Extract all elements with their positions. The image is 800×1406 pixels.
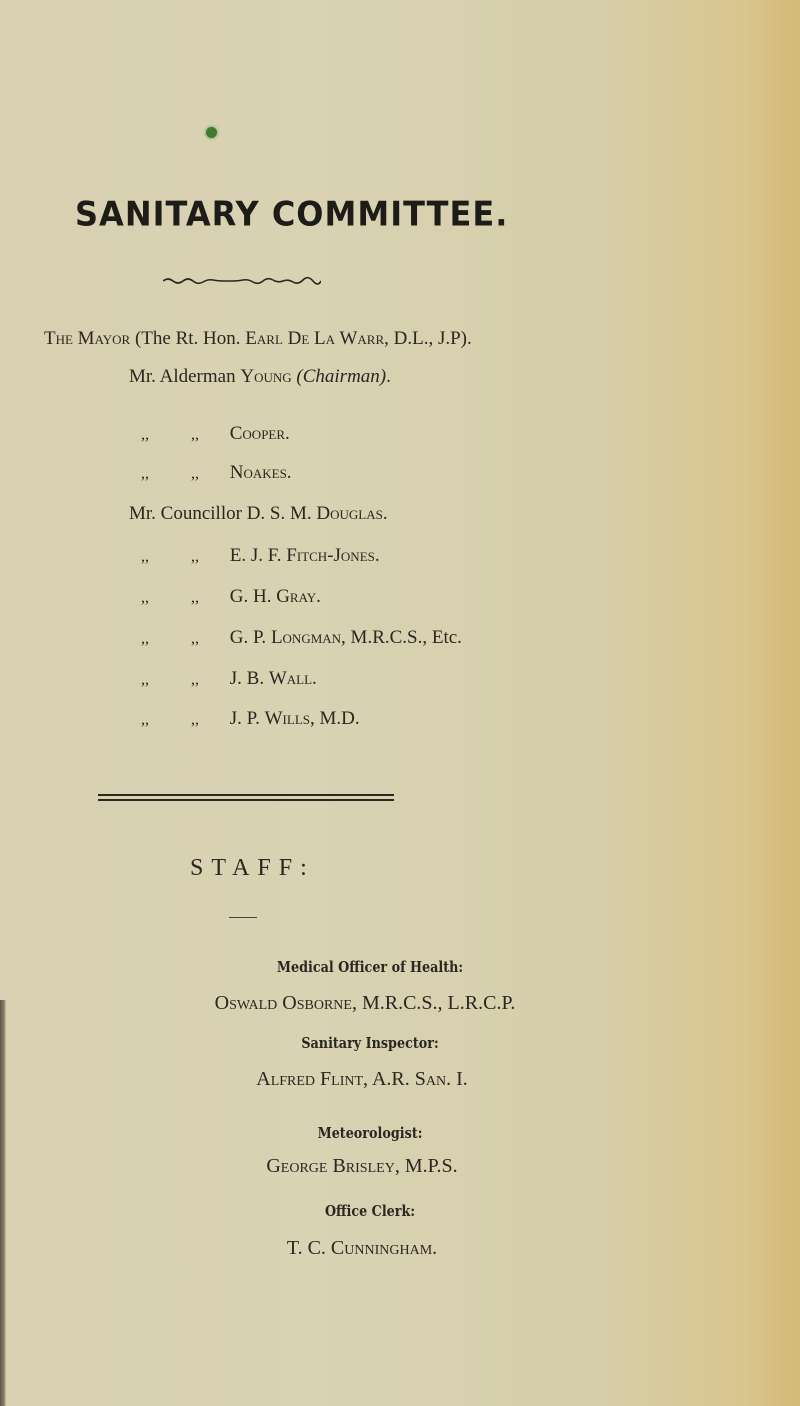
member-name: Fitch-Jones. (286, 545, 380, 566)
wavy-rule-ornament (163, 276, 321, 286)
member-name: Douglas. (316, 503, 388, 524)
member-noakes (141, 462, 292, 484)
page-title: SANITARY COMMITTEE. (75, 194, 509, 234)
ditto-mark: ,, (141, 465, 149, 482)
member-gray (141, 586, 321, 608)
book-spine-edge (0, 1000, 6, 1406)
ditto-mark: ,, (191, 630, 199, 647)
staff-role-medical-officer: Medical Officer of Health: (276, 958, 464, 976)
member-name: Young (240, 366, 292, 387)
member-name: Wills (264, 708, 310, 729)
member-douglas (129, 503, 388, 525)
member-prefix: The Mayor (44, 328, 131, 349)
member-initials: J. P. (229, 708, 260, 729)
member-name: Noakes. (229, 462, 292, 483)
green-ink-dot (206, 127, 217, 138)
ditto-mark: ,, (141, 711, 149, 728)
staff-name: Alfred Flint (256, 1068, 364, 1090)
member-cooper (141, 423, 290, 445)
short-rule-divider (229, 917, 257, 918)
member-name: Longman (270, 627, 342, 648)
staff-suffix: , A.R. San. I. (363, 1068, 468, 1090)
staff-role-office-clerk: Office Clerk: (324, 1202, 416, 1220)
member-suffix: , M.D. (309, 708, 360, 729)
member-mayor (44, 328, 472, 350)
ditto-mark: ,, (191, 426, 199, 443)
double-rule-divider (98, 794, 394, 802)
member-initials: G. H. (229, 586, 272, 607)
member-initials: E. J. F. (229, 545, 282, 566)
staff-heading: STAFF: (190, 855, 315, 881)
staff-suffix: , M.P.S. (394, 1155, 458, 1177)
member-name: Cooper. (229, 423, 290, 444)
member-initials: G. P. (229, 627, 267, 648)
ditto-mark: ,, (141, 548, 149, 565)
member-name: Wall. (268, 668, 317, 689)
member-initials: J. B. (229, 668, 265, 689)
member-alderman-young (129, 366, 391, 388)
ditto-mark: ,, (191, 711, 199, 728)
ditto-mark: ,, (141, 671, 149, 688)
ditto-mark: ,, (191, 465, 199, 482)
member-text: (The Rt. Hon. (134, 328, 246, 349)
member-suffix: , D.L., J.P). (384, 328, 472, 349)
staff-role-meteorologist: Meteorologist: (317, 1124, 423, 1142)
member-prefix: Mr. Alderman (129, 366, 236, 387)
staff-name: Oswald Osborne (214, 992, 352, 1014)
staff-name-flint (0, 1068, 762, 1091)
ditto-mark: ,, (141, 426, 149, 443)
member-name: Earl De La Warr (245, 328, 385, 349)
member-initials: D. S. M. (246, 503, 312, 524)
member-longman (141, 627, 462, 649)
member-fitch-jones (141, 545, 380, 567)
member-suffix: , M.R.C.S., Etc. (341, 627, 462, 648)
ditto-mark: ,, (141, 589, 149, 606)
member-wills (141, 708, 360, 730)
staff-name-brisley (0, 1155, 762, 1178)
member-name: Gray. (276, 586, 321, 607)
staff-name: George Brisley (266, 1155, 395, 1177)
member-suffix: . (386, 366, 391, 387)
staff-name-cunningham (0, 1237, 762, 1260)
ditto-mark: ,, (191, 671, 199, 688)
staff-suffix: , M.R.C.S., L.R.C.P. (351, 992, 516, 1014)
member-prefix: Mr. Councillor (129, 503, 242, 524)
member-wall (141, 668, 317, 690)
ditto-mark: ,, (141, 630, 149, 647)
member-note: (Chairman) (296, 366, 387, 387)
staff-name-osborne (0, 992, 765, 1015)
ditto-mark: ,, (191, 548, 199, 565)
staff-role-sanitary-inspector: Sanitary Inspector: (301, 1034, 439, 1052)
staff-name: T. C. Cunningham. (286, 1237, 438, 1259)
ditto-mark: ,, (191, 589, 199, 606)
